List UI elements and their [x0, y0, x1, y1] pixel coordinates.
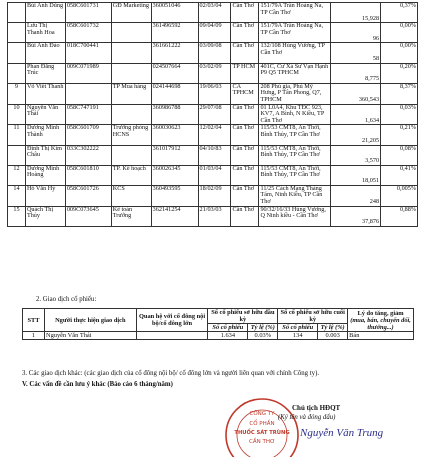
cell-tax: 360051046 — [151, 3, 198, 23]
cell-name: Võ Viết Thanh — [25, 83, 65, 104]
cell-role — [111, 23, 151, 43]
cell-reason: Bán — [348, 332, 414, 340]
cell-id: 058C601731 — [65, 3, 111, 23]
cell-pct: 0,37% — [381, 3, 418, 23]
cell-stt: 12 — [8, 165, 26, 185]
cell-addr: 115/53 CMT8, An Thới, Bình Thủy, TP Cần Thơ — [259, 145, 331, 165]
cell-vol: 18,051 — [331, 165, 381, 185]
cell-place: Cần Thơ — [231, 3, 259, 23]
company-stamp — [222, 395, 302, 457]
shareholder-row — [8, 125, 418, 145]
cell-name: Đinh Thị Kim Châu — [25, 145, 65, 165]
cell-start-pct: 0.03% — [248, 332, 278, 340]
cell-vol: 15,928 — [331, 3, 381, 23]
th-relation: Quan hệ với cổ đông nội bộ/cổ đông lớn — [136, 309, 208, 332]
shareholder-row — [8, 63, 418, 83]
cell-pct: 0,00% — [381, 23, 418, 43]
cell-addr: 11/25 Cách Mạng Tháng Tám, Ninh Kiều, TP Cần Thơ — [259, 185, 331, 206]
cell-start-qty: 1.634 — [208, 332, 248, 340]
cell-addr: 115/53 CMT8, An Thới, Bình Thủy, TP Cần Thơ — [259, 125, 331, 145]
cell-name: Bùi Anh Đào — [25, 43, 65, 63]
cell-role: TP Mua hàng — [111, 83, 151, 104]
svg-text:CẦN THƠ: CẦN THƠ — [249, 439, 275, 445]
th-person: Người thực hiện giao dịch — [44, 309, 136, 332]
cell-place: Cần Thơ — [231, 206, 259, 226]
th-end-qty: Số cổ phiếu — [278, 324, 318, 332]
cell-addr: 151/79A Trần Hoàng Na, TP Cần Thơ — [259, 3, 331, 23]
cell-addr: 01 L0A4, Khu TĐC 923, KV7, A Bình, N Kiều, TP Cần Thơ — [259, 104, 331, 125]
cell-pct: 0,00% — [381, 43, 418, 63]
cell-place: Cần Thơ — [231, 185, 259, 206]
cell-stt: 9 — [8, 83, 26, 104]
cell-stt — [8, 43, 26, 63]
cell-vol: 37,876 — [331, 206, 381, 226]
cell-date: 21/03/03 — [198, 206, 231, 226]
shareholder-row — [8, 206, 418, 226]
cell-pct: 0,005% — [381, 185, 418, 206]
cell-role: Trưởng phòng HCNS — [111, 125, 151, 145]
section-v-heading: V. Các vấn đề cần lưu ý khác (Báo cáo 6 tháng/năm) — [22, 381, 173, 388]
th-end-pct: Tỷ lệ (%) — [318, 324, 348, 332]
shareholder-row — [8, 185, 418, 206]
cell-vol: 3,570 — [331, 145, 381, 165]
cell-tax: 024507664 — [151, 63, 198, 83]
th-end: Số cổ phiếu sở hữu cuối kỳ — [278, 309, 348, 324]
cell-vol: 96 — [331, 23, 381, 43]
cell-id — [65, 83, 111, 104]
cell-pct: 0,20% — [381, 63, 418, 83]
signature-subtitle: (Ký tên và đóng dấu) — [278, 414, 336, 421]
cell-date: 19/06/03 — [198, 83, 231, 104]
shareholder-row — [8, 43, 418, 63]
cell-name: Quách Thị Thủy — [25, 206, 65, 226]
cell-tax: 360030623 — [151, 125, 198, 145]
cell-place: Cần Thơ — [231, 104, 259, 125]
cell-role: KCS — [111, 185, 151, 206]
cell-tax: 361496592 — [151, 23, 198, 43]
cell-name: Phan Đăng Trúc — [25, 63, 65, 83]
cell-vol: 8,775 — [331, 63, 381, 83]
cell-place: Cần Thơ — [231, 43, 259, 63]
cell-end-qty: 134 — [278, 332, 318, 340]
cell-end-pct: 0.003 — [318, 332, 348, 340]
cell-date: 03/09/08 — [198, 43, 231, 63]
cell-pct: 0,21% — [381, 125, 418, 145]
cell-name: Hồ Văn Hỷ — [25, 185, 65, 206]
cell-vol: 21,205 — [331, 125, 381, 145]
cell-place: Cần Thơ — [231, 165, 259, 185]
cell-pct: 0,03% — [381, 104, 418, 125]
cell-pct: 0,41% — [381, 165, 418, 185]
cell-id: 058C601810 — [65, 165, 111, 185]
cell-name: Nguyễn Văn Thái — [25, 104, 65, 125]
shareholder-row — [8, 165, 418, 185]
cell-id: 058C601709 — [65, 125, 111, 145]
cell-date: 29/07/08 — [198, 104, 231, 125]
cell-tax: 360986788 — [151, 104, 198, 125]
cell-addr: 132/108 Hùng Vương, TP Cần Thơ — [259, 43, 331, 63]
cell-stt: 14 — [8, 185, 26, 206]
cell-stt — [8, 3, 26, 23]
cell-tax: 360493595 — [151, 185, 198, 206]
cell-name: Dương Minh Thành — [25, 125, 65, 145]
cell-stt: 10 — [8, 104, 26, 125]
cell-tax: 024144698 — [151, 83, 198, 104]
cell-id: 009C073645 — [65, 206, 111, 226]
cell-tax: 361661222 — [151, 43, 198, 63]
cell-date: 02/03/04 — [198, 3, 231, 23]
cell-date: 01/03/04 — [198, 165, 231, 185]
th-reason — [348, 309, 414, 332]
shareholder-row — [8, 104, 418, 125]
th-start-pct: Tỷ lệ (%) — [248, 324, 278, 332]
cell-tax: 361017912 — [151, 145, 198, 165]
svg-text:CÔNG TY: CÔNG TY — [249, 411, 275, 417]
cell-name: Lưu Thị Thanh Hoa — [25, 23, 65, 43]
section-2-heading: 2. Giao dịch cổ phiếu: — [36, 296, 97, 303]
cell-vol: 360,543 — [331, 83, 381, 104]
section-3-text: 3. Các giao dịch khác: (các giao dịch của cổ đông nội bộ/ cổ đông lớn và người liên quan với chính Công ty). — [22, 370, 320, 377]
cell-id: 058C747191 — [65, 104, 111, 125]
cell-name: Dương Minh Hoàng — [25, 165, 65, 185]
cell-place: Cần Thơ — [231, 125, 259, 145]
th-reason-note: (mua, bán, chuyển đổi, thưởng...) — [350, 316, 411, 331]
cell-addr: 401C, Cư Xá Sư Vạn Hạnh P9 Q5 TPHCM — [259, 63, 331, 83]
th-stt: STT — [23, 309, 45, 332]
cell-pct: 0,08% — [381, 145, 418, 165]
cell-id: 058C601732 — [65, 23, 111, 43]
cell-pct: 0,88% — [381, 206, 418, 226]
cell-person: Nguyễn Văn Thái — [44, 332, 136, 340]
cell-stt — [8, 145, 26, 165]
cell-place: Cần Thơ — [231, 23, 259, 43]
cell-tax: 362141254 — [151, 206, 198, 226]
cell-id: 018C700441 — [65, 43, 111, 63]
shareholder-row — [8, 23, 418, 43]
cell-date: 09/04/09 — [198, 23, 231, 43]
th-start-qty: Số cổ phiếu — [208, 324, 248, 332]
cell-id: 009C071989 — [65, 63, 111, 83]
cell-relation — [136, 332, 208, 340]
signature-title: Chủ tịch HĐQT — [292, 404, 341, 412]
transaction-table — [22, 308, 414, 340]
cell-stt — [8, 63, 26, 83]
shareholder-row — [8, 3, 418, 23]
th-start: Số cổ phiếu sở hữu đầu kỳ — [208, 309, 278, 324]
handwritten-signature: Nguyễn Văn Trung — [300, 427, 384, 439]
cell-stt: 11 — [8, 125, 26, 145]
cell-date: 18/02/09 — [198, 185, 231, 206]
cell-date: 12/02/04 — [198, 125, 231, 145]
cell-name: Bùi Anh Dũng — [25, 3, 65, 23]
cell-place: CA TPHCM — [231, 83, 259, 104]
shareholder-table — [7, 2, 418, 227]
cell-role — [111, 104, 151, 125]
transaction-row — [23, 332, 414, 340]
cell-pct: 8,37% — [381, 83, 418, 104]
cell-role — [111, 145, 151, 165]
cell-role — [111, 43, 151, 63]
cell-role — [111, 63, 151, 83]
cell-place: TP HCM — [231, 63, 259, 83]
cell-stt: 1 — [23, 332, 45, 340]
cell-role: GĐ Marketing — [111, 3, 151, 23]
cell-role: Kế toán Trưởng — [111, 206, 151, 226]
cell-addr: 151/79A Trần Hoàng Na, TP Cần Thơ — [259, 23, 331, 43]
cell-date: 03/02/09 — [198, 63, 231, 83]
cell-stt — [8, 23, 26, 43]
cell-addr: 115/53 CMT8, An Thới, Bình Thủy, TP Cần Thơ — [259, 165, 331, 185]
shareholder-row — [8, 145, 418, 165]
cell-addr: 90/32/16/33 Hùng Vương, Q Ninh kiều - Cần Thơ — [259, 206, 331, 226]
cell-stt: 15 — [8, 206, 26, 226]
cell-date: 04/10/83 — [198, 145, 231, 165]
cell-tax: 360026345 — [151, 165, 198, 185]
cell-addr: 208 Phú gia, Phú Mỹ Hưng, P Tân Phong, Q7, TPHCM — [259, 83, 331, 104]
th-reason-label: Lý do tăng, giảm — [357, 309, 404, 317]
shareholder-row — [8, 83, 418, 104]
cell-id: 033C302222 — [65, 145, 111, 165]
cell-id: 058C601726 — [65, 185, 111, 206]
svg-text:THUỐC SÁT TRÙNG: THUỐC SÁT TRÙNG — [234, 430, 290, 436]
cell-vol: 248 — [331, 185, 381, 206]
svg-text:CỔ PHẦN: CỔ PHẦN — [249, 421, 275, 427]
cell-place: Cần Thơ — [231, 145, 259, 165]
cell-role: TP. Kế hoạch — [111, 165, 151, 185]
cell-vol: 1,634 — [331, 104, 381, 125]
cell-vol: 58 — [331, 43, 381, 63]
